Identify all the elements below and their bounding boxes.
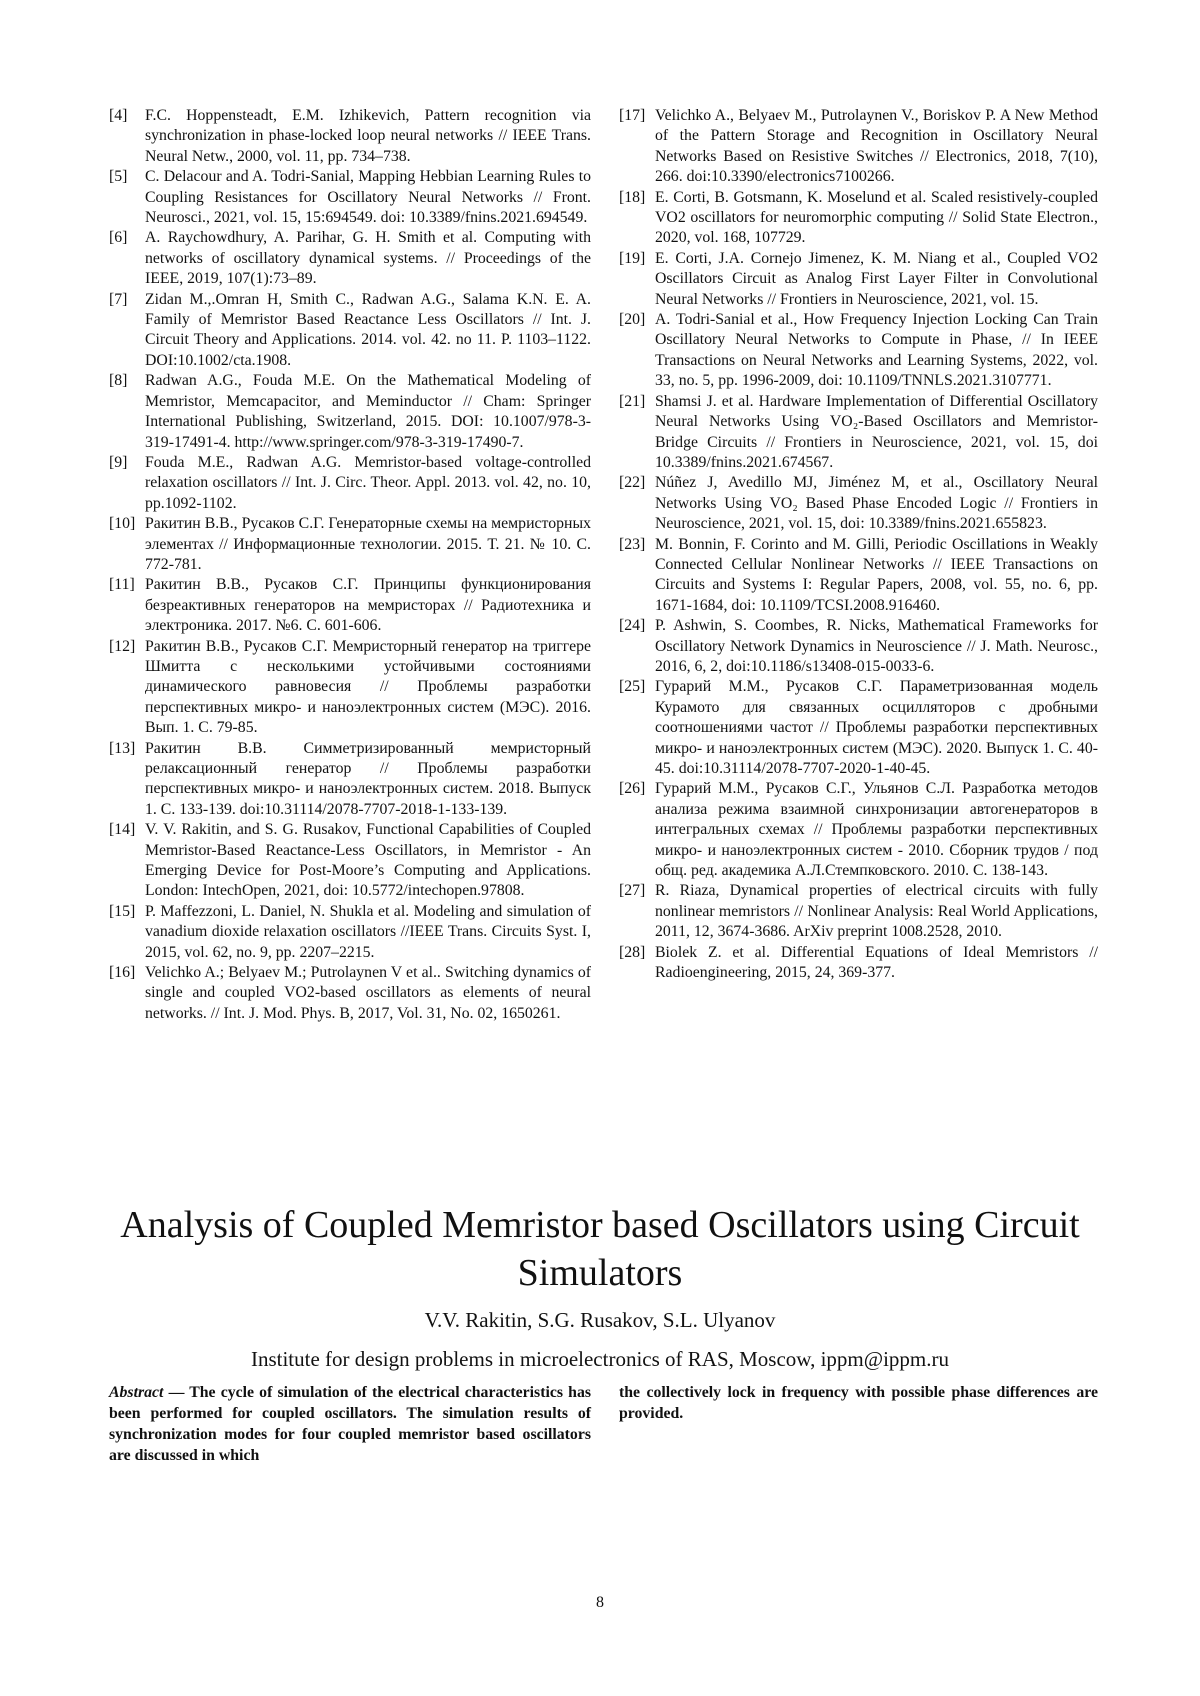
reference-item: [109, 820, 591, 902]
reference-item: [109, 290, 591, 372]
reference-text: Shamsi J. et al. Hardware Implementation of Differential Oscillatory Neural Networks Using VO₂-Based Oscillators and Memristor-Bridge Circuits // Frontiers in Neuroscience, 2021, vol. 15, doi 10.3389/fnins.2021.674567.: [655, 392, 1098, 471]
reference-item: [109, 106, 591, 167]
reference-number: [13]: [109, 739, 136, 757]
reference-number: [18]: [619, 188, 646, 206]
reference-text: Fouda M.E., Radwan A.G. Memristor-based voltage-controlled relaxation oscillators // Int. J. Circ. Theor. Appl. 2013. vol. 42, no. 10, pp.1092-1102.: [145, 453, 591, 512]
reference-item: [109, 514, 591, 575]
reference-item: [109, 902, 591, 963]
reference-number: [19]: [619, 249, 646, 267]
reference-text: E. Corti, B. Gotsmann, K. Moselund et al. Scaled resistively-coupled VO2 oscillators for neuromorphic computing // Solid State Electron., 2020, vol. 168, 107729.: [655, 188, 1098, 247]
reference-item: [619, 779, 1098, 881]
page-number: 8: [596, 1594, 604, 1611]
reference-item: [619, 392, 1098, 474]
abstract-right-column: [619, 1382, 1098, 1424]
reference-text: P. Ashwin, S. Coombes, R. Nicks, Mathematical Frameworks for Oscillatory Network Dynamics in Neuroscience // J. Math. Neurosc., 2016, 6, 2, doi:10.1186/s13408-015-0033-6.: [655, 617, 1098, 675]
reference-item: [619, 106, 1098, 188]
reference-number: [14]: [109, 821, 136, 839]
reference-text: Ракитин В.В., Русаков С.Г. Мемристорный генератор на триггере Шмитта с несколькими устойчивыми состояниями динамического равновесия // Проблемы разработки перспективных микро- и наноэлектронных систем (МЭС). 2016. Вып. 1. С. 79-85.: [145, 637, 591, 737]
reference-text: A. Todri-Sanial et al., How Frequency Injection Locking Can Train Oscillatory Neural Networks to Compute in Phase, // In IEEE Transactions on Neural Networks and Learning Systems, 2022, vol. 33, no. 5, pp. 1996-2009, doi: 10.1109/TNNLS.2021.3107771.: [655, 311, 1098, 390]
reference-number: [10]: [109, 515, 136, 533]
references-left-column: [109, 106, 591, 1024]
reference-text: R. Riaza, Dynamical properties of electrical circuits with fully nonlinear memristors // Nonlinear Analysis: Real World Applications, 2011, 12, 3674-3686. ArXiv preprint 1008.2528, 2010.: [655, 882, 1098, 941]
reference-item: [619, 535, 1098, 617]
reference-text: E. Corti, J.A. Cornejo Jimenez, K. M. Niang et al., Coupled VO2 Oscillators Circuit as Analog First Layer Filter in Convolutional Neural Networks // Frontiers in Neuroscience, 2021, vol. 15.: [655, 249, 1098, 308]
reference-number: [20]: [619, 311, 646, 329]
reference-text: Ракитин В.В., Русаков С.Г. Принципы функционирования безреактивных генераторов на мемристорах // Радиотехника и электроника. 2017. №6. С. 601-606.: [145, 576, 591, 635]
reference-text: Velichko A.; Belyaev M.; Putrolaynen V et al.. Switching dynamics of single and coupled VO2-based oscillators as elements of neural networks. // Int. J. Mod. Phys. B, 2017, Vol. 31, No. 02, 1650261.: [145, 964, 591, 1022]
reference-number: [4]: [109, 107, 128, 124]
abstract-label: Abstract: [109, 1384, 164, 1401]
reference-text: Гурарий М.М., Русаков С.Г., Ульянов С.Л. Разработка методов анализа режима взаимной синхронизации автогенераторов в интегральных схемах // Проблемы разработки перспективных микро- и наноэлектронных систем - 2010. Сборник трудов / под общ. ред. академика А.Л.Стемпковского. 2010. С. 138-143.: [655, 780, 1098, 880]
reference-item: [109, 963, 591, 1024]
reference-number: [5]: [109, 168, 128, 186]
abstract-left-column: [109, 1382, 591, 1466]
reference-item: [619, 943, 1098, 984]
article-title: Analysis of Coupled Memristor based Oscillators using Circuit Simulators: [120, 1204, 1080, 1294]
reference-item: [619, 616, 1098, 677]
reference-item: [109, 637, 591, 739]
reference-item: [619, 310, 1098, 392]
reference-number: [11]: [109, 576, 135, 594]
reference-number: [24]: [619, 617, 646, 635]
reference-number: [12]: [109, 637, 136, 655]
reference-text: Ракитин В.В., Русаков С.Г. Генераторные схемы на мемристорных элементах // Информационные технологии. 2015. Т. 21. № 10. С. 772-781.: [145, 515, 591, 573]
reference-number: [28]: [619, 943, 646, 961]
reference-number: [23]: [619, 535, 646, 553]
reference-number: [6]: [109, 229, 128, 247]
reference-number: [21]: [619, 392, 646, 410]
reference-item: [619, 881, 1098, 942]
reference-item: [109, 167, 591, 228]
reference-text: M. Bonnin, F. Corinto and M. Gilli, Periodic Oscillations in Weakly Connected Cellular Nonlinear Networks // IEEE Transactions on Circuits and Systems I: Regular Papers, 2008, vol. 55, no. 6, pp. 1671-1684, doi: 10.1109/TCSI.2008.916460.: [655, 535, 1098, 614]
reference-text: C. Delacour and A. Todri-Sanial, Mapping Hebbian Learning Rules to Coupling Resistances for Oscillatory Neural Networks // Front. Neurosci., 2021, vol. 15, 15:694549. doi: 10.3389/fnins.2021.694549.: [145, 168, 591, 227]
article-affiliation: Institute for design problems in microelectronics of RAS, Moscow, ippm@ippm.ru: [250, 1347, 950, 1371]
reference-number: [8]: [109, 372, 128, 390]
article-authors: V.V. Rakitin, S.G. Rusakov, S.L. Ulyanov: [424, 1308, 776, 1332]
reference-number: [17]: [619, 107, 646, 124]
abstract-text-part2: the collectively lock in frequency with possible phase differences are provided.: [619, 1384, 1098, 1422]
reference-number: [15]: [109, 902, 136, 920]
reference-item: [109, 371, 591, 453]
reference-item: [109, 575, 591, 636]
abstract-text-part1: — The cycle of simulation of the electrical characteristics has been performed for coupled oscillators. The simulation results of synchronization modes for four coupled memristor based oscillators are discussed in which: [109, 1384, 591, 1464]
reference-text: A. Raychowdhury, A. Parihar, G. H. Smith et al. Computing with networks of oscillatory dynamical systems. // Proceedings of the IEEE, 2019, 107(1):73–89.: [145, 229, 591, 288]
reference-text: Radwan A.G., Fouda M.E. On the Mathematical Modeling of Memristor, Memcapacitor, and Meminductor // Cham: Springer International Publishing, Switzerland, 2015. DOI: 10.1007/978-3-319-17491-4. http://www.springer.com/978-3-319-17490-7.: [145, 372, 591, 451]
reference-item: [109, 453, 591, 514]
reference-text: Biolek Z. et al. Differential Equations of Ideal Memristors // Radioengineering, 2015, 24, 369-377.: [655, 943, 1098, 982]
reference-number: [16]: [109, 964, 136, 982]
reference-text: P. Maffezzoni, L. Daniel, N. Shukla et al. Modeling and simulation of vanadium dioxide relaxation oscillators //IEEE Trans. Circuits Syst. I, 2015, vol. 62, no. 9, pp. 2207–2215.: [145, 902, 591, 961]
reference-number: [9]: [109, 453, 128, 471]
reference-item: [109, 228, 591, 289]
reference-item: [619, 249, 1098, 310]
reference-text: Ракитин В.В. Симметризированный мемристорный релаксационный генератор // Проблемы разработки перспективных микро- и наноэлектронных систем. 2018. Выпуск 1. С. 133-139. doi:10.31114/2078-7707-2018-1-133-139.: [145, 739, 591, 818]
references-right-column: [619, 106, 1098, 983]
reference-number: [22]: [619, 474, 646, 492]
reference-text: F.C. Hoppensteadt, E.M. Izhikevich, Pattern recognition via synchronization in phase-locked loop neural networks // IEEE Trans. Neural Netw., 2000, vol. 11, pp. 734–738.: [145, 107, 591, 165]
reference-item: [619, 677, 1098, 779]
reference-number: [26]: [619, 780, 646, 798]
reference-text: Velichko A., Belyaev M., Putrolaynen V., Boriskov P. A New Method of the Pattern Storage and Recognition in Oscillatory Neural Networks Based on Resistive Switches // Electronics, 2018, 7(10), 266. doi:10.3390/electronics7100266.: [655, 107, 1098, 186]
reference-text: Zidan M.,.Omran H, Smith C., Radwan A.G., Salama K.N. E. A. Family of Memristor Based Reactance Less Oscillators // Int. J. Circuit Theory and Applications. 2014. vol. 42. no 11. P. 1103–1122. DOI:10.1002/cta.1908.: [145, 290, 591, 369]
reference-text: Гурарий М.М., Русаков С.Г. Параметризованная модель Курамото для связанных осцилляторов с дробными соотношениями частот // Проблемы разработки перспективных микро- и наноэлектронных систем (МЭС). 2020. Выпуск 1. С. 40-45. doi:10.31114/2078-7707-2020-1-40-45.: [655, 678, 1098, 777]
reference-item: [619, 188, 1098, 249]
reference-item: [619, 473, 1098, 534]
reference-number: [25]: [619, 678, 646, 696]
reference-item: [109, 739, 591, 821]
reference-number: [27]: [619, 882, 646, 900]
reference-text: Núñez J, Avedillo MJ, Jiménez M, et al., Oscillatory Neural Networks Using VO₂ Based Phase Encoded Logic // Frontiers in Neuroscience, 2021, vol. 15, doi: 10.3389/fnins.2021.655823.: [655, 474, 1098, 533]
reference-number: [7]: [109, 290, 128, 308]
reference-text: V. V. Rakitin, and S. G. Rusakov, Functional Capabilities of Coupled Memristor-Based Reactance-Less Oscillators, in Memristor - An Emerging Device for Post-Moore’s Computing and Applications. London: IntechOpen, 2021, doi: 10.5772/intechopen.97808.: [145, 821, 591, 900]
